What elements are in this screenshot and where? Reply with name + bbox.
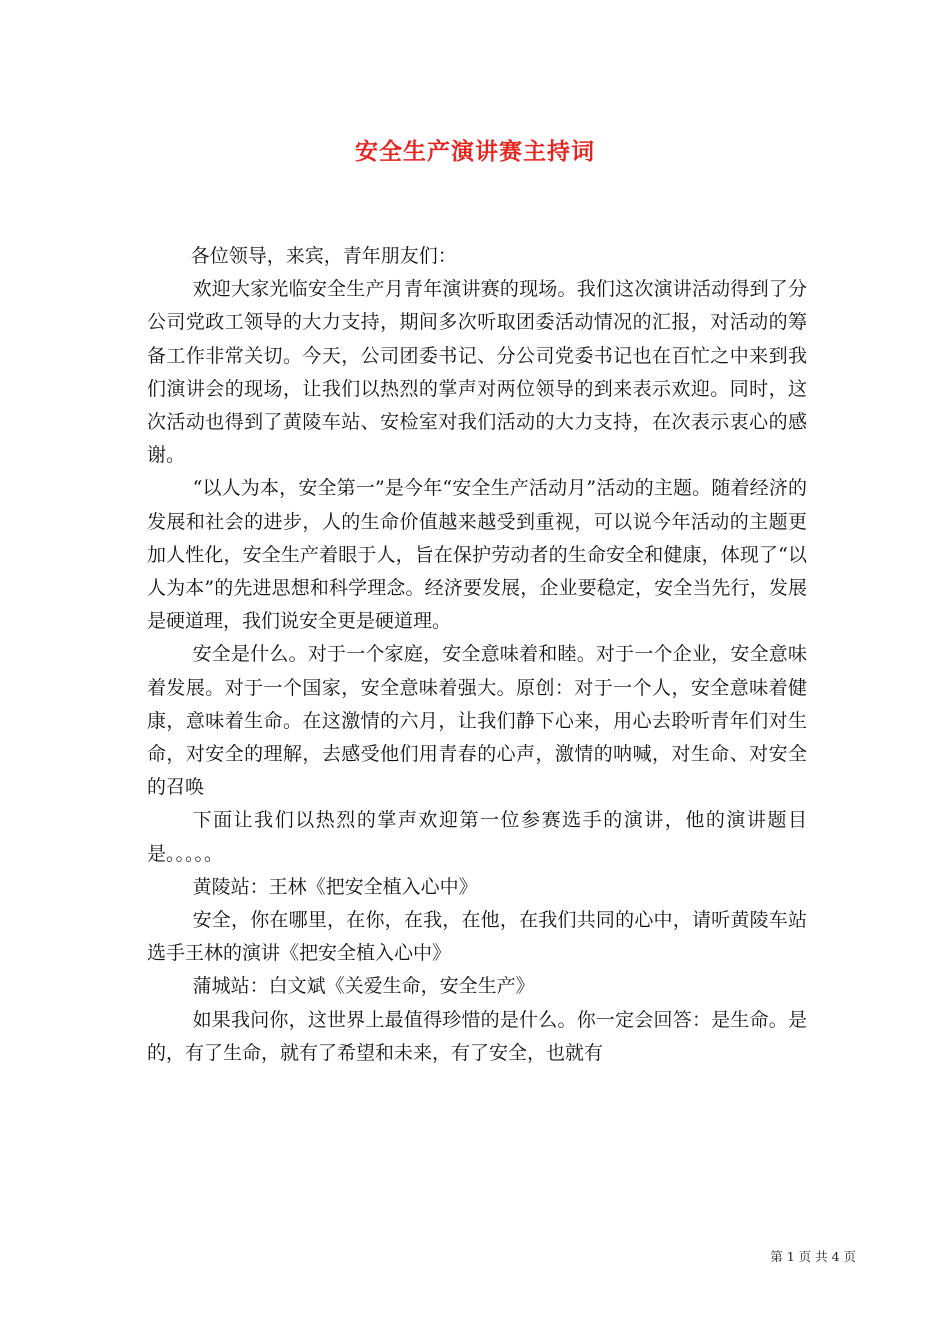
salutation-paragraph: 各位领导，来宾，青年朋友们： [190,245,457,267]
speaker-intro-pucheng: 如果我问你，这世界上最值得珍惜的是什么。你一定会回答：是生命。是的，有了生命，就有了希望和未来，有了安全，也就有 [147,1008,807,1064]
first-speaker-intro-paragraph: 下面让我们以热烈的掌声欢迎第一位参赛选手的演讲，他的演讲题目是。。。。。 [147,809,807,865]
speaker-heading-pucheng: 蒲城站：白文斌《关爱生命，安全生产》 [192,975,535,998]
page-number-footer: 第 1 页 共 4 页 [770,1249,856,1264]
speaker-heading-huangling: 黄陵站：王林《把安全植入心中》 [192,875,478,898]
safety-meaning-paragraph: 安全是什么。对于一个家庭，安全意味着和睦。对于一个企业，安全意味着发展。对于一个国家，安全意味着强大。原创：对于一个人，安全意味着健康，意味着生命。在这激情的六月，让我们静下心来，用心去聆听青年们对生命，对安全的理解，去感受他们用青春的心声，激情的呐喊，对生命、对安全的召唤 [147,643,807,799]
theme-paragraph: “以人为本，安全第一”是今年“安全生产活动月”活动的主题。随着经济的发展和社会的进步，人的生命价值越来越受到重视，可以说今年活动的主题更加人性化，安全生产着眼于人，旨在保护劳动者的生命安全和健康，体现了“以人为本”的先进思想和科学理念。经济要发展，企业要稳定，安全当先行，发展是硬道理，我们说安全更是硬道理。 [147,477,807,633]
speaker-intro-huangling: 安全，你在哪里，在你，在我，在他，在我们共同的心中，请听黄陵车站选手王林的演讲《把安全植入心中》 [147,909,807,965]
document-title: 安全生产演讲赛主持词 [355,138,595,165]
document-body [147,240,807,1070]
welcome-paragraph: 欢迎大家光临安全生产月青年演讲赛的现场。我们这次演讲活动得到了分公司党政工领导的大力支持，期间多次听取团委活动情况的汇报，对活动的筹备工作非常关切。今天，公司团委书记、分公司党委书记也在百忙之中来到我们演讲会的现场，让我们以热烈的掌声对两位领导的到来表示欢迎。同时，这次活动也得到了黄陵车站、安检室对我们活动的大力支持，在次表示衷心的感谢。 [147,278,807,467]
